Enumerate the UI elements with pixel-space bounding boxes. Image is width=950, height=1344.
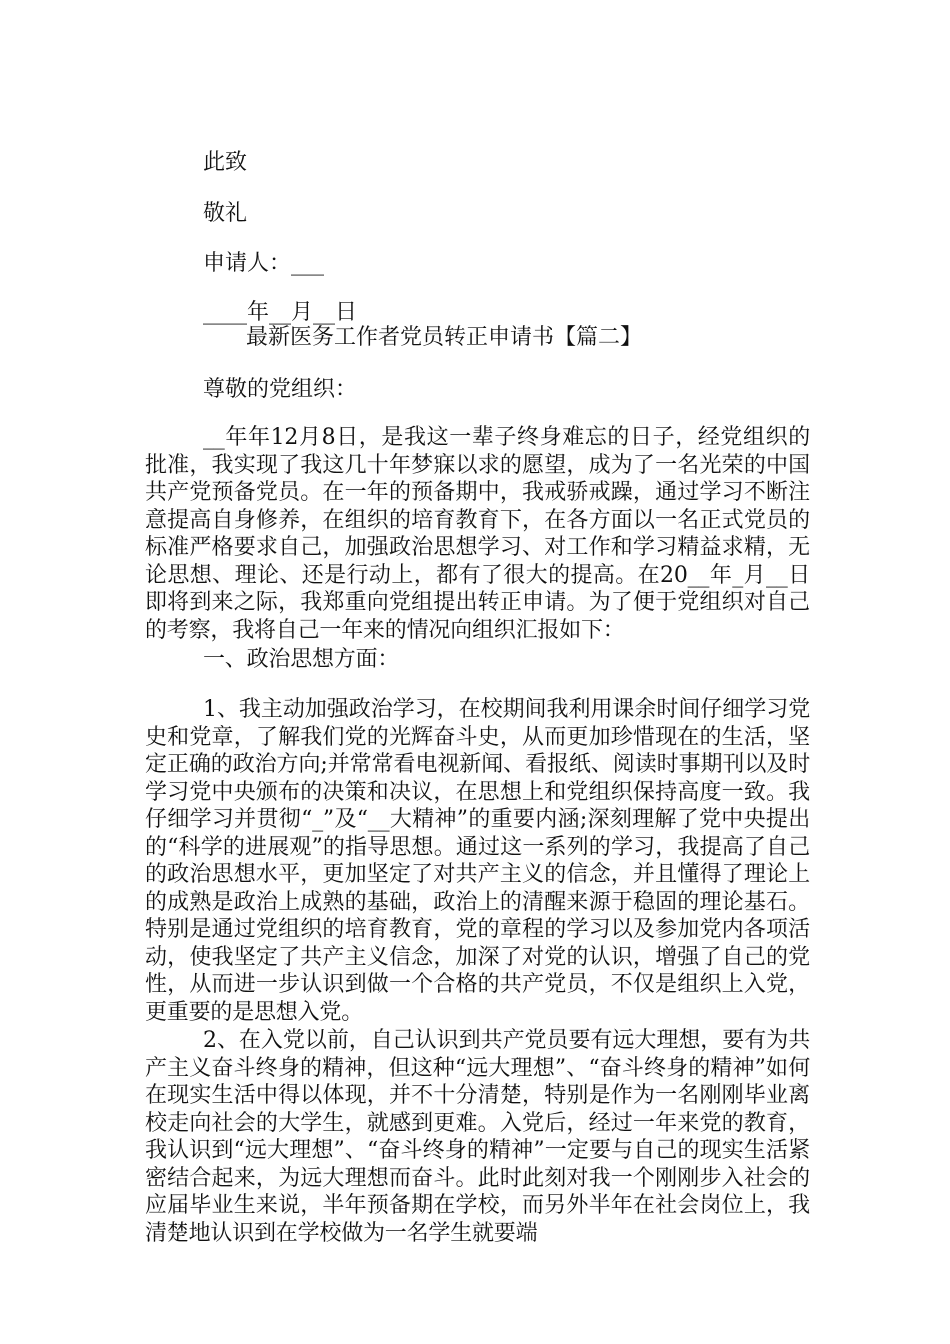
section-heading: 一、政治思想方面： <box>203 647 400 672</box>
body-paragraph: 1、我主动加强政治学习，在校期间我利用课余时间仔细学习党史和党章，了解我们党的光辉奋斗史，从而更加珍惜现在的生活，坚定正确的政治方向;并常常看电视新闻、看报纸、阅读时事期刊以及时学习党中央颁布的决策和决议，在思想上和党组织保持高度一致。我仔细学习并贯彻“_”及“__大精神”的重要内涵;深刻理解了党中央提出的“科学的进展观”的指导思想。通过这一系列的学习，我提高了自己的政治思想水平，更加坚定了对共产主义的信念，并且懂得了理论上的成熟是政治上成熟的基础，政治上的清醒来源于稳固的理论基石。特别是通过党组织的培育教育，党的章程的学习以及参加党内各项活动，使我坚定了共产主义信念，加深了对党的认识，增强了自己的党性，从而进一步认识到做一个合格的共产党员，不仅是组织上入党，更重要的是思想入党。 <box>145 697 810 1025</box>
closing-zhi: 此致 <box>203 150 248 175</box>
applicant-line: 申请人：___ <box>203 251 325 276</box>
article-title: 最新医务工作者党员转正申请书【篇二】 <box>246 325 643 350</box>
body-paragraph: 2、在入党以前，自己认识到共产党员要有远大理想，要有为共产主义奋斗终身的精神，但这种“远大理想”、“奋斗终身的精神”如何在现实生活中得以体现，并不十分清楚，特别是作为一名刚刚毕业离校走向社会的大学生，就感到更难。入党后，经过一年来党的教育，我认识到“远大理想”、“奋斗终身的精神”一定要与自己的现实生活紧密结合起来，为远大理想而奋斗。此时此刻对我一个刚刚步入社会的应届毕业生来说，半年预备期在学校，而另外半年在社会岗位上，我清楚地认识到在学校做为一名学生就要端 <box>145 1028 810 1246</box>
closing-jingli: 敬礼 <box>203 201 248 226</box>
salutation: 尊敬的党组织： <box>203 377 358 402</box>
body-paragraph: __年年12月8日，是我这一辈子终身难忘的日子，经党组织的批准，我实现了我这几十年梦寐以求的愿望，成为了一名光荣的中国共产党预备党员。在一年的预备期中，我戒骄戒躁，通过学习不断注意提高自身修养，在组织的培育教育下，在各方面以一名正式党员的标准严格要求自己，加强政治思想学习、对工作和学习精益求精，无论思想、理论、还是行动上，都有了很大的提高。在20__年_月__日即将到来之际，我郑重向党组提出转正申请。为了便于党组织对自己的考察，我将自己一年来的情况向组织汇报如下： <box>145 425 810 643</box>
date-line: ____年__月__日 <box>203 300 358 325</box>
